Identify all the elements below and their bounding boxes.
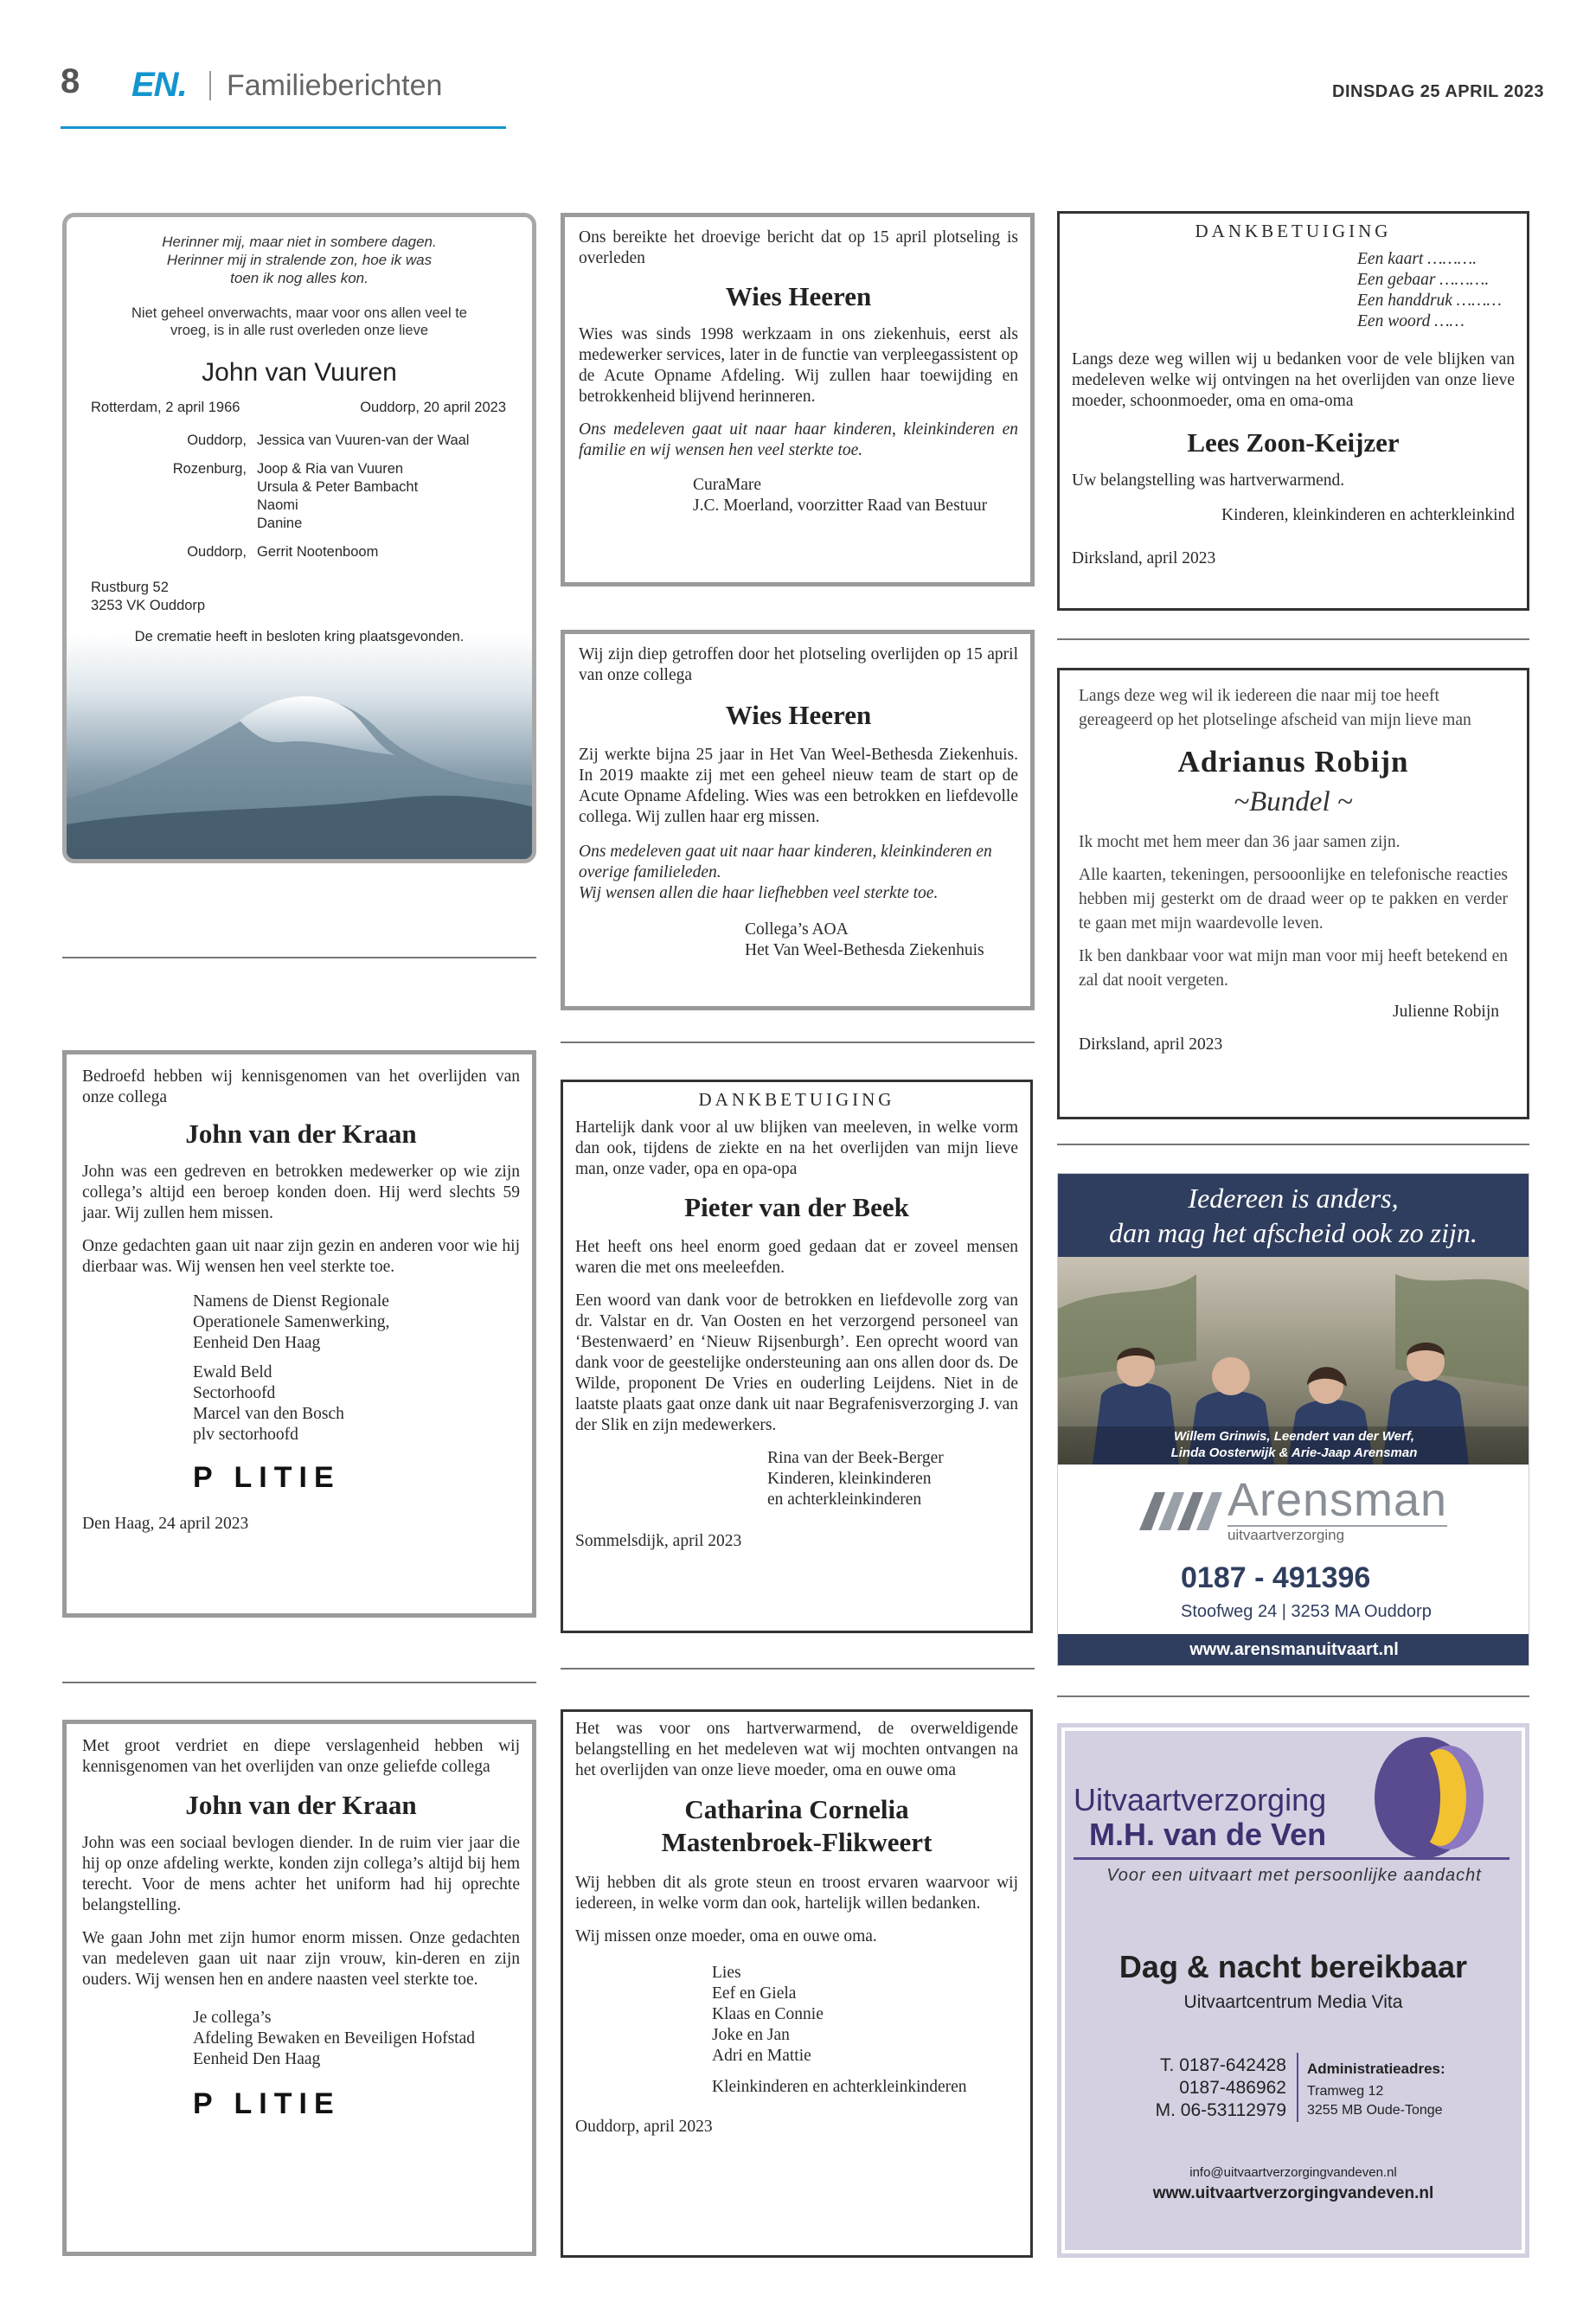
signature-line: Rina van der Beek-Berger [767, 1449, 944, 1467]
place-date: Dirksland, april 2023 [1072, 549, 1216, 567]
sea-wave-image [67, 634, 534, 859]
notice-catharina-cornelia [561, 1709, 1033, 2258]
deceased-name: Catharina Cornelia [684, 1794, 909, 1824]
ad-email[interactable]: info@uitvaartverzorgingvandeven.nl [1189, 2165, 1397, 2180]
notice-adrianus-robijn [1057, 668, 1529, 1119]
deceased-name: Wies Heeren [725, 700, 872, 730]
address-line: Rustburg 52 [91, 580, 169, 595]
intro-line: Niet geheel onverwachts, maar voor ons allen veel te [131, 305, 467, 321]
arensman-logo-icon [1139, 1489, 1222, 1532]
intro-text: Hartelijk dank voor al uw blijken van meeleven, in welke vorm dan ook, tijdens de ziekte en na het overlijden van mijn lieve man, onze vader, opa en opa-opa [575, 1118, 1018, 1178]
family-name: Joke en Jan [712, 2026, 790, 2044]
deceased-name: John van der Kraan [185, 1118, 417, 1149]
ad-brand: Uitvaartverzorging [1074, 1782, 1327, 1817]
sympathy-text: Ons medeleven gaat uit naar haar kinderen, kleinkinderen en familie en wij wensen hen veel sterkte toe. [579, 420, 1018, 459]
paragraph: Het heeft ons heel enorm goed gedaan dat er zoveel mensen waren die met ons meeleefden. [575, 1238, 1018, 1277]
signature-line: Operationele Samenwerking, [193, 1313, 390, 1331]
verse-line: Een handdruk ……… [1357, 292, 1502, 310]
ad-phone[interactable]: T. 0187-642428 [1160, 2055, 1286, 2075]
signature-line: J.C. Moerland, voorzitter Raad van Bestuur [693, 497, 988, 515]
signature-line: en achterkleinkinderen [767, 1490, 922, 1509]
verse-line: Een kaart ………. [1357, 250, 1477, 268]
paragraph: We gaan John met zijn humor enorm missen. Onze gedachten van medeleven gaan uit naar zijn vrouw, kin-deren en zijn ouders. Wij wensen hen en andere naasten veel sterkte toe. [82, 1929, 520, 1989]
ad-admin-label: Administratieadres: [1307, 2061, 1445, 2077]
intro-text: Langs deze weg wil ik iedereen die naar mij toe heeft gereageerd op het plotselinge afscheid van mijn lieve man [1079, 687, 1471, 729]
birth-info: Rotterdam, 2 april 1966 [91, 400, 240, 415]
column-divider [62, 1682, 536, 1683]
signature-line: Je collega’s [193, 2009, 272, 2027]
notice-john-van-der-kraan-1 [62, 1050, 536, 1618]
family-name: Klaas en Connie [712, 2005, 824, 2023]
column-divider [561, 1042, 1035, 1043]
address-line: 3253 VK Ouddorp [91, 598, 206, 613]
family-name: Lies [712, 1964, 741, 1982]
family-name: Joop & Ria van Vuuren [257, 461, 404, 477]
newspaper-logo[interactable]: EN. [131, 66, 187, 104]
poem-line: Herinner mij, maar niet in sombere dagen. [162, 234, 437, 250]
place-date: Sommelsdijk, april 2023 [575, 1532, 742, 1550]
header-separator [209, 71, 211, 100]
signature-line: Namens de Dienst Regionale [193, 1292, 389, 1311]
deceased-name: Wies Heeren [725, 281, 872, 311]
notice-pieter-van-der-beek [561, 1080, 1033, 1633]
sympathy-text: Wij wensen allen die haar liefhebben veel sterkte toe. [579, 884, 939, 902]
family-name: Gerrit Nootenboom [257, 544, 379, 560]
poem-line: Herinner mij in stralende zon, hoe ik was [166, 252, 433, 268]
column-divider [1057, 1144, 1529, 1145]
family-name: Kleinkinderen en achterkleinkinderen [712, 2078, 967, 2096]
politie-logo-text: P LITIE [193, 1461, 341, 1494]
signature-line: Eenheid Den Haag [193, 1334, 321, 1352]
intro-text: Ons bereikte het droevige bericht dat op 15 april plotseling is overleden [579, 228, 1018, 267]
photo-caption: Linda Oosterwijk & Arie-Jaap Arensman [1170, 1445, 1418, 1460]
family-place: Rozenburg, [172, 461, 247, 477]
signature-line: Marcel van den Bosch [193, 1405, 344, 1423]
signature-line: Kinderen, kleinkinderen en achterkleinkind [1221, 506, 1515, 524]
family-group [67, 543, 532, 561]
death-info: Ouddorp, 20 april 2023 [360, 400, 506, 415]
notice-wies-heeren-2 [561, 630, 1035, 1010]
ad-availability: Dag & nacht bereikbaar [1118, 1949, 1468, 1984]
signature-line: Ewald Beld [193, 1363, 272, 1381]
notice-john-van-vuuren [62, 213, 536, 863]
verse-line: Een gebaar ………. [1357, 271, 1490, 289]
header-underline [61, 126, 506, 129]
ad-phone[interactable]: M. 06-53112979 [1155, 2100, 1286, 2120]
family-group [67, 432, 532, 450]
paragraph: Wij missen onze moeder, oma en ouwe oma. [575, 1927, 877, 1945]
family-group [67, 460, 532, 533]
signature-line: Kinderen, kleinkinderen [767, 1470, 932, 1488]
politie-logo [193, 2087, 520, 2121]
ad-admin-line: Tramweg 12 [1307, 2084, 1384, 2099]
ad-center-name: Uitvaartcentrum Media Vita [1183, 1992, 1403, 2012]
deceased-name: Lees Zoon-Keijzer [1187, 427, 1400, 458]
paragraph: Ik ben dankbaar voor wat mijn man voor mij heeft betekend en zal dat nooit vergeten. [1079, 947, 1508, 990]
deceased-surname: Mastenbroek-Flikweert [661, 1827, 933, 1857]
van-de-ven-advertisement[interactable] [1057, 1723, 1529, 2258]
place-date: Ouddorp, april 2023 [575, 2118, 713, 2136]
ad-phone[interactable]: 0187 - 491396 [1181, 1561, 1371, 1594]
ad-slogan: Iedereen is anders, [1188, 1183, 1399, 1214]
paragraph: John was een gedreven en betrokken medewerker op wie zijn collega’s altijd een beroep konden doen. Hij werd slechts 59 jaar. Wij zullen hem missen. [82, 1163, 520, 1222]
family-place: Ouddorp, [187, 433, 247, 448]
section-title: Familieberichten [227, 69, 443, 102]
signature-line: Het Van Weel-Bethesda Ziekenhuis [745, 941, 984, 959]
family-name: Danine [257, 516, 303, 531]
intro-text: Langs deze weg willen wij u bedanken voor de vele blijken van medeleven welke wij ontvingen na het overlijden van onze lieve moeder, schoonmoeder, oma en oma-oma [1072, 350, 1515, 410]
deceased-name: John van Vuuren [202, 358, 397, 387]
ad-address: Stoofweg 24 | 3253 MA Ouddorp [1181, 1602, 1432, 1621]
signature-line: plv sectorhoofd [193, 1426, 298, 1444]
place-date: Den Haag, 24 april 2023 [82, 1515, 249, 1533]
paragraph: Onze gedachten gaan uit naar zijn gezin en anderen voor wie hij dierbaar was. Wij wensen hen veel sterkte toe. [82, 1237, 520, 1276]
family-name: Eef en Giela [712, 1984, 797, 2003]
signature-line: Eenheid Den Haag [193, 2050, 321, 2068]
family-place: Ouddorp, [187, 544, 247, 560]
ad-brand-name: M.H. van de Ven [1089, 1817, 1327, 1852]
ad-tagline: Voor een uitvaart met persoonlijke aandacht [1106, 1866, 1482, 1885]
ad-url[interactable]: www.uitvaartverzorgingvandeven.nl [1152, 2184, 1434, 2202]
deceased-name: John van der Kraan [185, 1790, 417, 1820]
photo-caption: Willem Grinwis, Leendert van der Werf, [1174, 1429, 1414, 1444]
paragraph: Zij werkte bijna 25 jaar in Het Van Weel-Bethesda Ziekenhuis. In 2019 maakte zij met een geheel nieuw team de start op de Acute Opname Afdeling. Wies was een betrokken en liefdevolle collega. Wij zullen haar erg missen. [579, 746, 1018, 826]
paragraph: Wij hebben dit als grote steun en troost ervaren waarvoor wij iedereen, in welke vorm dan ook, hartelijk willen bedanken. [575, 1874, 1018, 1913]
van-de-ven-logo-icon [1371, 1733, 1501, 1862]
column-divider [1057, 1695, 1529, 1697]
paragraph: Alle kaarten, tekeningen, persooonlijke en telefonische reacties hebben mij gesterkt om de draad weer op te pakken en verder te gaan met mijn waardevolle leven. [1079, 866, 1508, 933]
place-date: Dirksland, april 2023 [1079, 1035, 1223, 1054]
paragraph: Wies was sinds 1998 werkzaam in ons ziekenhuis, eerst als medewerker services, later in de functie van verpleegassistent op de Acute Opname Afdeling. Wij zullen haar toewijding en betrokkenheid blijvend herinneren. [579, 325, 1018, 406]
signature-line: Collega’s AOA [745, 920, 849, 939]
signature-line: Afdeling Bewaken en Beveiligen Hofstad [193, 2029, 475, 2048]
column-divider [1057, 638, 1529, 640]
deceased-name: Pieter van der Beek [684, 1192, 909, 1222]
signature-line: Sectorhoofd [193, 1384, 276, 1402]
page-number: 8 [61, 62, 80, 100]
politie-logo-text: P LITIE [193, 2087, 341, 2120]
paragraph: Uw belangstelling was hartverwarmend. [1072, 471, 1345, 490]
signature-line: Julienne Robijn [1393, 1003, 1499, 1021]
nickname: ~Bundel ~ [1234, 786, 1353, 817]
signature-line: CuraMare [693, 476, 762, 494]
family-name: Ursula & Peter Bambacht [257, 479, 419, 495]
ad-slogan: dan mag het afscheid ook zo zijn. [1109, 1217, 1477, 1248]
family-name: Adri en Mattie [712, 2047, 811, 2065]
family-name: Jessica van Vuuren-van der Waal [257, 433, 470, 448]
politie-logo [193, 1461, 520, 1495]
intro-text: Met groot verdriet en diepe verslagenheid hebben wij kennisgenomen van het overlijden van onze geliefde collega [82, 1737, 520, 1776]
issue-date: DINSDAG 25 APRIL 2023 [1332, 82, 1545, 101]
poem-line: toen ik nog alles kon. [230, 270, 369, 286]
ad-admin-line: 3255 MB Oude-Tonge [1307, 2103, 1443, 2118]
paragraph: John was een sociaal bevlogen diender. In de ruim vier jaar die hij op onze afdeling werkte, konden zijn collega’s altijd bij hem terecht. Voor de mens achter het uniform had hij oprechte belangstelling. [82, 1834, 520, 1914]
intro-line: vroeg, is in alle rust overleden onze lieve [170, 323, 429, 338]
ad-brand: Arensman [1227, 1474, 1448, 1526]
ad-brand-sub: uitvaartverzorging [1227, 1525, 1447, 1544]
deceased-name: Adrianus Robijn [1177, 745, 1409, 779]
notice-wies-heeren-1 [561, 213, 1035, 586]
notice-lees-zoon-keijzer [1057, 211, 1529, 611]
notice-title: DANKBETUIGING [1195, 221, 1392, 241]
intro-text: Het was voor ons hartverwarmend, de overweldigende belangstelling en het medeleven wat wij mochten ontvangen na het overlijden van onze lieve moeder, oma en ouwe oma [575, 1720, 1018, 1779]
paragraph: Een woord van dank voor de betrokken en liefdevolle zorg van dr. Valstar en dr. Van Oosten en het verzorgend personeel van ‘Bestenwaerd’ en ‘Nieuw Rijsenburgh’. Een oprecht woord van dank voor de geestelijke ondersteuning aan ons allen door ds. De Wilde, proponent De Vries en ouderling Leijdens. Niet in de laatste plaats gaat onze dank uit naar Begrafenisverzorging J. van der Slik en zijn medewerkers. [575, 1292, 1018, 1434]
paragraph: Ik mocht met hem meer dan 36 jaar samen zijn. [1079, 833, 1401, 851]
ad-url[interactable]: www.arensmanuitvaart.nl [1058, 1634, 1529, 1665]
intro-text: Bedroefd hebben wij kennisgenomen van het overlijden van onze collega [82, 1067, 520, 1106]
intro-text: Wij zijn diep getroffen door het plotseling overlijden op 15 april van onze collega [579, 645, 1018, 684]
notice-john-van-der-kraan-2 [62, 1720, 536, 2256]
arensman-advertisement[interactable] [1057, 1173, 1529, 1666]
verse-line: Een woord …… [1357, 312, 1465, 330]
notice-title: DANKBETUIGING [698, 1089, 895, 1110]
sympathy-text: Ons medeleven gaat uit naar haar kinderen, kleinkinderen en overige familieleden. [579, 843, 992, 881]
cremation-note: De crematie heeft in besloten kring plaatsgevonden. [134, 629, 465, 644]
column-divider [561, 1668, 1035, 1670]
family-name: Naomi [257, 497, 298, 513]
ad-phone[interactable]: 0187-486962 [1179, 2078, 1286, 2098]
column-divider [62, 957, 536, 958]
